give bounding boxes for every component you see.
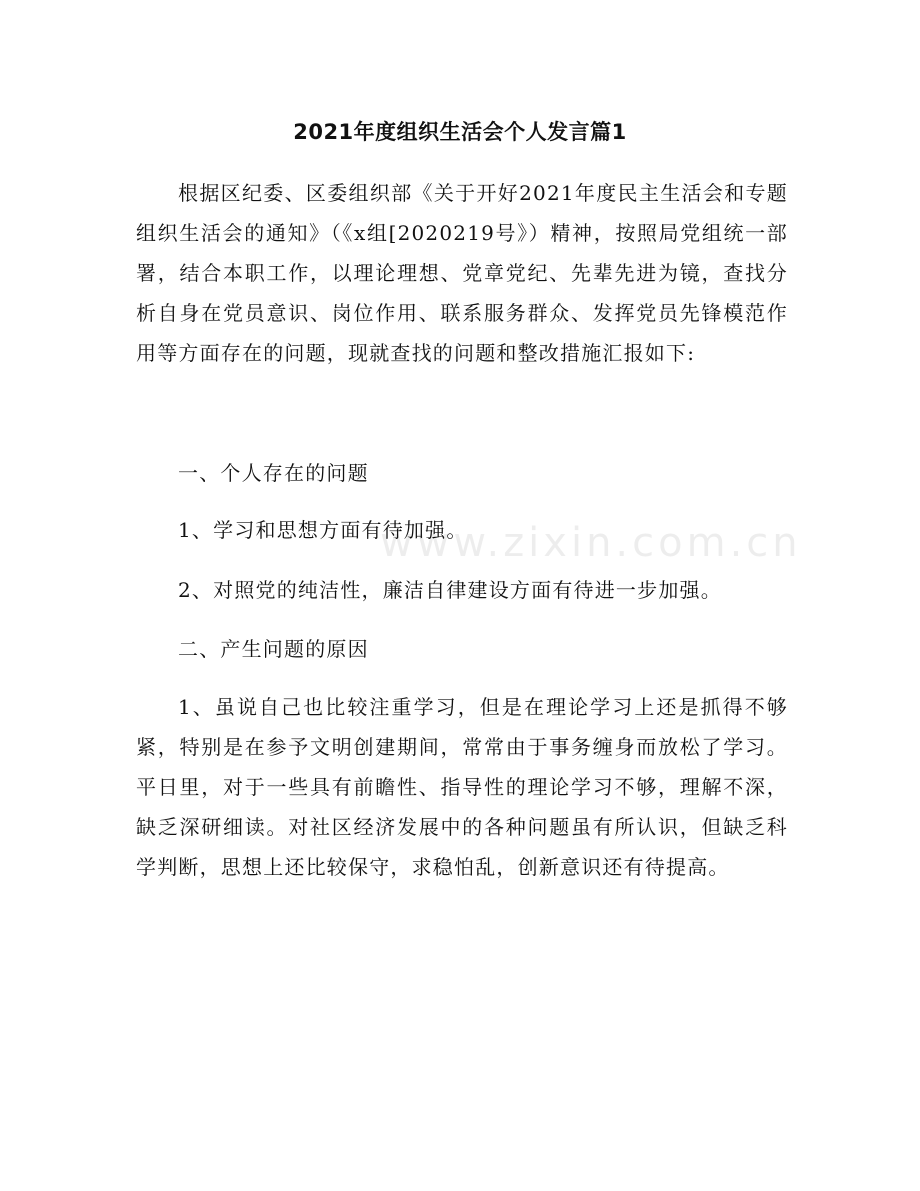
problem-item-2: 2、对照党的纯洁性，廉洁自律建设方面有待进一步加强。 — [178, 578, 722, 602]
cause-item-1: 1、虽说自己也比较注重学习，但是在理论学习上还是抓得不够紧，特别是在参予文明创建期间，常常由于事务缠身而放松了学习。平日里，对于一些具有前瞻性、指导性的理论学习不够，理解不深，缺乏深研细读。对社区经济发展中的各种问题虽有所认识，但缺乏科学判断，思想上还比较保守，求稳怕乱，创新意识还有待提高。 — [136, 695, 788, 879]
document-title: 2021年度组织生活会个人发言篇1 — [293, 120, 627, 144]
intro-paragraph: 根据区纪委、区委组织部《关于开好2021年度民主生活会和专题组织生活会的通知》（《x组[2020219号》）精神，按照局党组统一部署，结合本职工作，以理论理想、党章党纪、先辈先进为镜，查找分析自身在党员意识、岗位作用、联系服务群众、发挥党员先锋模范作用等方面存在的问题，现就查找的问题和整改措施汇报如下: — [136, 181, 788, 365]
section-heading-causes: 二、产生问题的原因 — [178, 637, 369, 661]
section-heading-problems: 一、个人存在的问题 — [178, 461, 369, 485]
watermark: www.zixin.com.cn — [380, 520, 802, 566]
problem-item-1: 1、学习和思想方面有待加强。 — [178, 518, 468, 542]
